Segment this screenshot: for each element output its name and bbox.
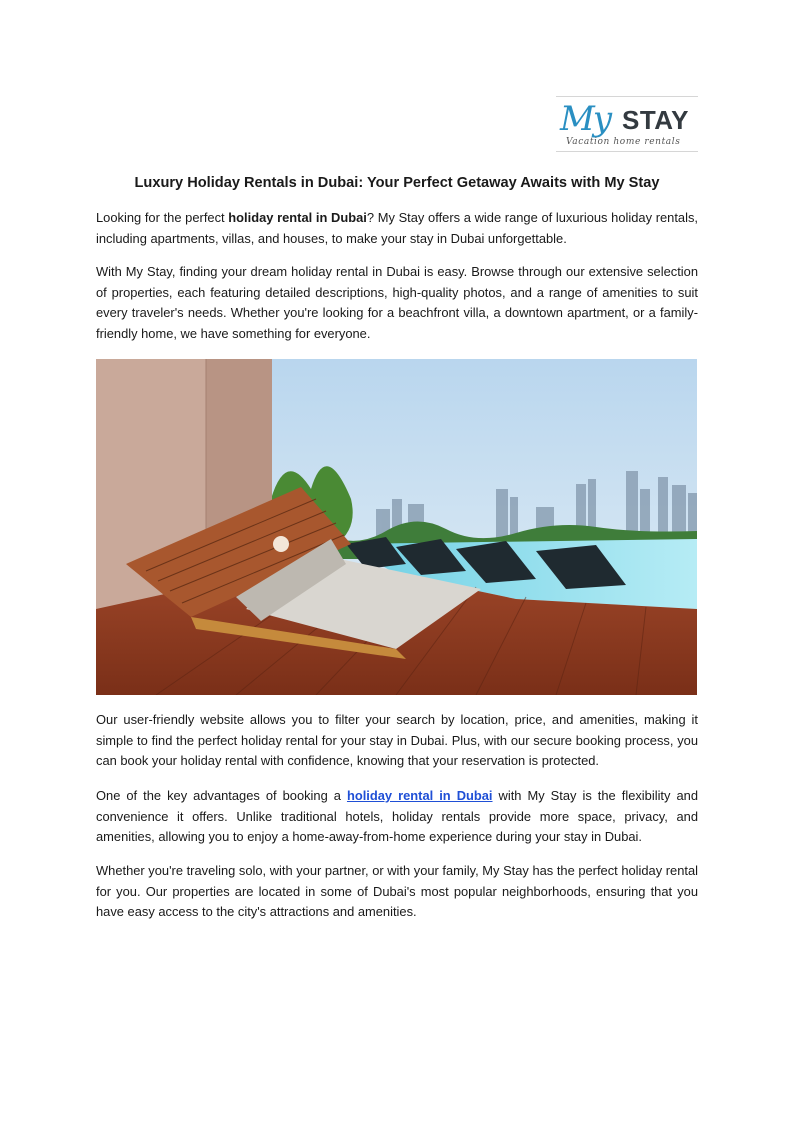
logo-script: My <box>560 99 611 139</box>
brand-logo <box>556 96 698 152</box>
bold-keyword: holiday rental in Dubai <box>228 210 367 225</box>
paragraph-travelers: Whether you're traveling solo, with your partner, or with your family, My Stay has the perfect holiday rental for you. Our properties are located in some of Dubai's most popular neighborhoods, ensuring that you have easy access to the city's attractions and amenities. <box>96 863 698 920</box>
paragraph-advantages: One of the key advantages of booking a holiday rental in Dubai with My Stay is the flexibility and convenience it offers. Unlike traditional hotels, holiday rentals provide more space, privacy, and amenities, allowing you to enjoy a home-away-from-home experience during your stay in Dubai. <box>96 788 698 845</box>
page-title: Luxury Holiday Rentals in Dubai: Your Perfect Getaway Awaits with My Stay <box>134 175 660 191</box>
logo-word: STAY <box>622 105 690 135</box>
rooftop-pool-illustration <box>96 359 697 695</box>
holiday-rental-link[interactable]: holiday rental in Dubai <box>346 788 493 803</box>
intro-paragraph: Looking for the perfect holiday rental in Dubai? My Stay offers a wide range of luxurious holiday rentals, including apartments, villas, and houses, to make your stay in Dubai unforgettable. <box>96 210 698 246</box>
paragraph-search: With My Stay, finding your dream holiday rental in Dubai is easy. Browse through our extensive selection of properties, each featuring detailed descriptions, high-quality photos, and a range of amenities to suit every traveler's needs. Whether you're looking for a beachfront villa, a downtown apartment, or a family-friendly home, we have something for everyone. <box>96 264 698 342</box>
hero-photo <box>96 359 697 695</box>
logo-tagline: Vacation home rentals <box>566 137 681 147</box>
paragraph-filters: Our user-friendly website allows you to filter your search by location, price, and amenities, making it simple to find the perfect holiday rental for your stay in Dubai. Plus, with our secure booking process, you can book your holiday rental with confidence, knowing that your reservation is protected. <box>96 712 698 769</box>
